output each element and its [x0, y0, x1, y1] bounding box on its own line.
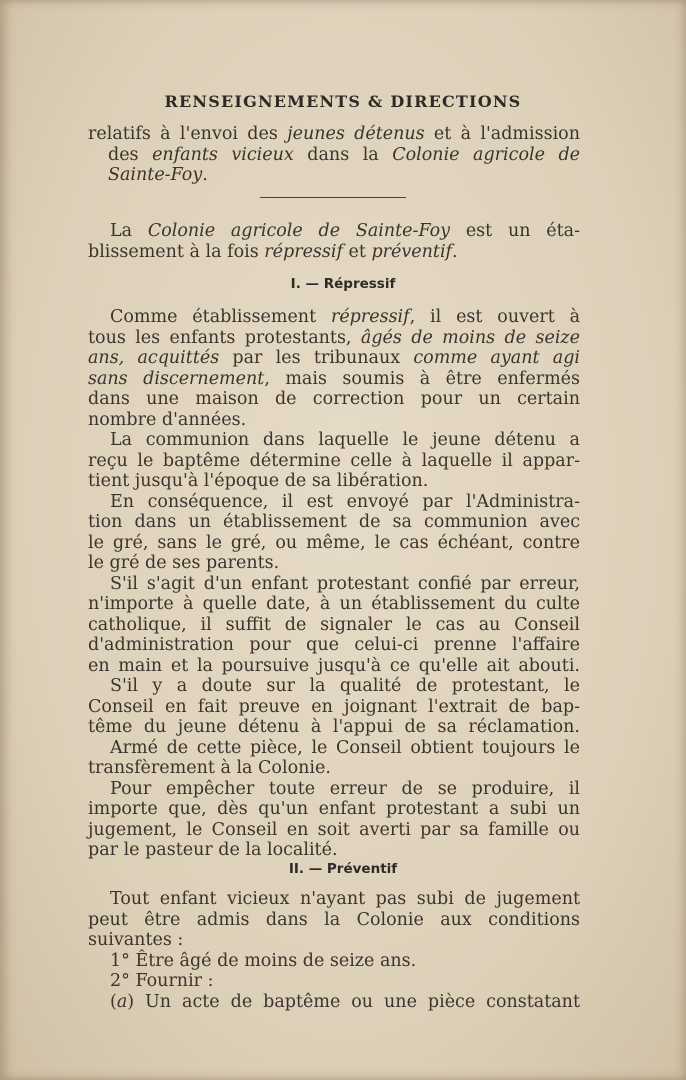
subtitle-block [88, 124, 580, 186]
text-run: reçu le baptême détermine celle à laquelle il appar- [88, 450, 580, 471]
section-title-repressif: I. — Répressif [290, 276, 396, 292]
text-run: le gré, sans le gré, ou même, le cas échéant, contre [88, 532, 580, 553]
section-repressif-body [88, 307, 580, 861]
text-run: Comme établissement [110, 307, 331, 327]
text-run: catholique, il suffit de signaler le cas au Conseil [88, 614, 580, 635]
text-run: 1° Être âgé de moins de seize ans. [110, 950, 417, 971]
body-line [88, 840, 580, 861]
body-line [88, 717, 580, 738]
body-line [88, 492, 580, 513]
italic-text: préventif [371, 241, 453, 262]
text-run: ) Un acte de baptême ou une pièce constatant [127, 991, 580, 1012]
body-line [88, 553, 580, 574]
text-run: tion dans un établissement de sa communion avec [88, 512, 580, 532]
text-run: En conséquence, il est envoyé par l'Administra- [110, 491, 580, 512]
intro-line [88, 221, 580, 242]
body-line [88, 389, 580, 410]
body-line [88, 635, 580, 656]
italic-text: Sainte-Foy [108, 165, 203, 185]
text-run: Conseil en fait preuve en joignant l'extrait de bap- [88, 696, 580, 717]
text-run: dans une maison de correction pour un certain [88, 389, 580, 409]
text-run: . [202, 165, 208, 185]
text-run: La communion dans laquelle le jeune détenu a [110, 430, 580, 450]
intro-line [88, 242, 580, 263]
italic-text: répressif [264, 241, 343, 262]
section-title-preventif: II. — Préventif [288, 861, 398, 877]
text-run: nombre d'années. [88, 409, 247, 430]
text-run: tous les enfants protestants, [88, 327, 361, 348]
section-preventif-body [88, 889, 580, 1012]
text-run: La [110, 221, 148, 241]
body-line [88, 451, 580, 472]
text-run: jugement, le Conseil en soit averti par sa famille ou [88, 819, 580, 840]
subtitle-line [88, 124, 580, 145]
text-run: importe que, dès qu'un enfant protestant a subi un [88, 799, 580, 819]
text-run: 2° Fournir : [110, 971, 214, 991]
italic-text: enfants vicieux [152, 144, 294, 165]
text-run: par le pasteur de la localité. [88, 840, 338, 860]
text-run: tient jusqu'à l'époque de sa libération. [88, 471, 429, 491]
text-run: et à l'admission [424, 124, 580, 144]
italic-text: a [116, 991, 128, 1012]
italic-text: sans discernement [88, 368, 265, 389]
body-line [88, 656, 580, 677]
body-line [88, 697, 580, 718]
body-line [88, 574, 580, 595]
text-run: relatifs à l'envoi des [88, 124, 288, 144]
text-run: par les tribunaux [219, 348, 414, 368]
body-line [88, 512, 580, 533]
text-run: dans la [293, 144, 393, 165]
text-run: S'il y a doute sur la qualité de protestant, le [110, 676, 580, 696]
text-run: Pour empêcher toute erreur de se produire, il [110, 778, 580, 799]
text-run: en main et la poursuive jusqu'à ce qu'elle ait abouti. [88, 655, 580, 676]
text-run: . [452, 241, 458, 262]
text-run: , mais soumis à être enfermés [264, 368, 580, 389]
body-line [88, 430, 580, 451]
text-run: Armé de cette pièce, le Conseil obtient toujours le [110, 737, 580, 758]
body-line [88, 307, 580, 328]
body-line [88, 348, 580, 369]
text-run: , il est ouvert à [409, 307, 581, 327]
body-line [88, 615, 580, 636]
body-line [88, 951, 580, 972]
text-run: d'administration pour que celui-ci prenne l'affaire [88, 635, 580, 655]
intro-paragraph [88, 221, 580, 262]
body-line [88, 410, 580, 431]
body-line [88, 992, 580, 1013]
body-line [88, 328, 580, 349]
body-line [88, 533, 580, 554]
body-line [88, 758, 580, 779]
body-line [88, 779, 580, 800]
body-line [88, 594, 580, 615]
text-run: est un éta- [450, 221, 580, 241]
body-line [88, 820, 580, 841]
text-run: suivantes : [88, 930, 184, 950]
text-run: tême du jeune détenu à l'appui de sa réclamation. [88, 717, 580, 737]
body-line [88, 471, 580, 492]
subtitle-line [88, 165, 580, 186]
italic-text: ans, acquittés [88, 348, 220, 368]
body-line [88, 889, 580, 910]
text-run: ( [110, 991, 117, 1012]
subtitle-line [88, 145, 580, 166]
text-run: S'il s'agit d'un enfant protestant confié par erreur, [110, 573, 580, 594]
text-run: n'importe à quelle date, à un établissement du culte [88, 594, 580, 614]
body-line [88, 738, 580, 759]
body-line [88, 799, 580, 820]
text-run: blissement à la fois [88, 241, 265, 262]
separator-rule [260, 197, 406, 198]
page-heading: RENSEIGNEMENTS & DIRECTIONS [164, 92, 522, 111]
text-run: transfèrement à la Colonie. [88, 758, 331, 778]
text-run: le gré de ses parents. [88, 553, 280, 573]
body-line [88, 930, 580, 951]
text-run: des [108, 144, 153, 165]
text-run: peut être admis dans la Colonie aux conditions [88, 909, 580, 930]
italic-text: comme ayant agi [413, 348, 580, 368]
body-line [88, 369, 580, 390]
body-line [88, 971, 580, 992]
body-line [88, 676, 580, 697]
body-line [88, 910, 580, 931]
italic-text: âgés de moins de seize [360, 327, 580, 348]
text-run: et [342, 241, 372, 262]
text-run: Tout enfant vicieux n'ayant pas subi de jugement [110, 889, 580, 909]
italic-text: Colonie agricole de Sainte-Foy [147, 221, 451, 241]
italic-text: répressif [330, 307, 410, 327]
italic-text: Colonie agricole de [392, 144, 581, 165]
italic-text: jeunes détenus [287, 124, 425, 144]
